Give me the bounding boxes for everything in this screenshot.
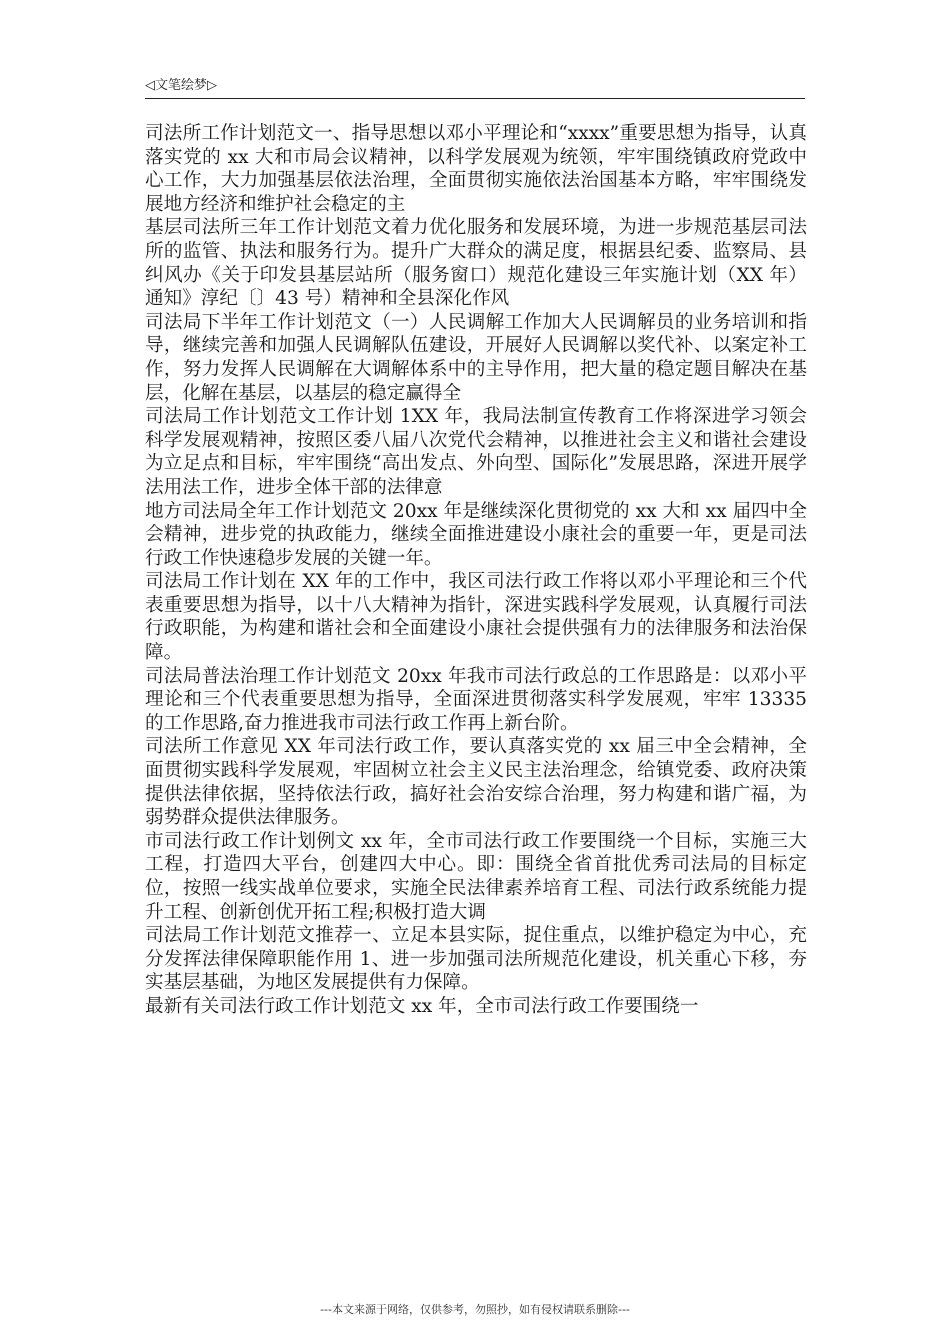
header-logo: ◁文笔绘梦▷ <box>145 78 217 93</box>
paragraph: 司法局普法治理工作计划范文 20xx 年我市司法行政总的工作思路是：以邓小平理论和三个代表重要思想为指导，全面深进贯彻落实科学发展观，牢牢 13335 的工作思路,奋力推进我市司法行政工作再上新台阶。 <box>145 665 807 734</box>
paragraph: 司法局工作计划范文推荐一、立足本县实际，捉住重点，以维护稳定为中心，充分发挥法律保障职能作用 1、进一步加强司法所规范化建设，机关重心下移，夯实基层基础，为地区发展提供有力保障。 <box>145 925 807 994</box>
paragraph: 基层司法所三年工作计划范文着力优化服务和发展环境，为进一步规范基层司法所的监管、执法和服务行为。提升广大群众的满足度，根据县纪委、监察局、县纠风办《关于印发县基层站所（服务窗口）规范化建设三年实施计划（XX 年）通知》淳纪〔〕43 号）精神和全县深化作风 <box>145 217 807 310</box>
paragraph: 司法局下半年工作计划范文（一）人民调解工作加大人民调解员的业务培训和指导，继续完善和加强人民调解队伍建设，开展好人民调解以奖代补、以案定补工作，努力发挥人民调解在大调解体系中的主导作用，把大量的稳定题目解决在基层，化解在基层，以基层的稳定赢得全 <box>145 311 807 404</box>
paragraph: 地方司法局全年工作计划范文 20xx 年是继续深化贯彻党的 xx 大和 xx 届四中全会精神，进步党的执政能力，继续全面推进建设小康社会的重要一年，更是司法行政工作快速稳步发展的关键一年。 <box>145 500 807 569</box>
page-footer: ---本文来源于网络，仅供参考，勿照抄，如有侵权请联系删除--- <box>320 1303 630 1316</box>
paragraph: 市司法行政工作计划例文 xx 年，全市司法行政工作要围绕一个目标，实施三大工程，打造四大平台，创建四大中心。即：围绕全省首批优秀司法局的目标定位，按照一线实战单位要求，实施全民法律素养培育工程、司法行政系统能力提升工程、创新创优开拓工程;积极打造大调 <box>145 830 807 923</box>
page-header <box>145 72 805 99</box>
paragraph: 司法所工作意见 XX 年司法行政工作，要认真落实党的 xx 届三中全会精神，全面贯彻实践科学发展观，牢固树立社会主义民主法治理念，给镇党委、政府决策提供法律依据，坚持依法行政，搞好社会治安综合治理，努力构建和谐广福，为弱势群众提供法律服务。 <box>145 736 807 829</box>
paragraph: 司法所工作计划范文一、指导思想以邓小平理论和“xxxx”重要思想为指导，认真落实党的 xx 大和市局会议精神，以科学发展观为统领，牢牢围绕镇政府党政中心工作，大力加强基层依法治理，全面贯彻实施依法治国基本方略，牢牢围绕发展地方经济和维护社会稳定的主 <box>145 123 807 215</box>
paragraph: 司法局工作计划在 XX 年的工作中，我区司法行政工作将以邓小平理论和三个代表重要思想为指导，以十八大精神为指针，深进实践科学发展观，认真履行司法行政职能，为构建和谐社会和全面建设小康社会提供强有力的法律服务和法治保障。 <box>145 571 807 664</box>
document-body <box>145 122 807 1019</box>
paragraph: 司法局工作计划范文工作计划 1XX 年，我局法制宣传教育工作将深进学习领会科学发展观精神，按照区委八届八次党代会精神，以推进社会主义和谐社会建设为立足点和目标，牢牢围绕“高出发点、外向型、国际化”发展思路，深进开展学法用法工作，进步全体干部的法律意 <box>145 406 807 498</box>
paragraph: 最新有关司法行政工作计划范文 xx 年，全市司法行政工作要围绕一 <box>145 995 699 1017</box>
